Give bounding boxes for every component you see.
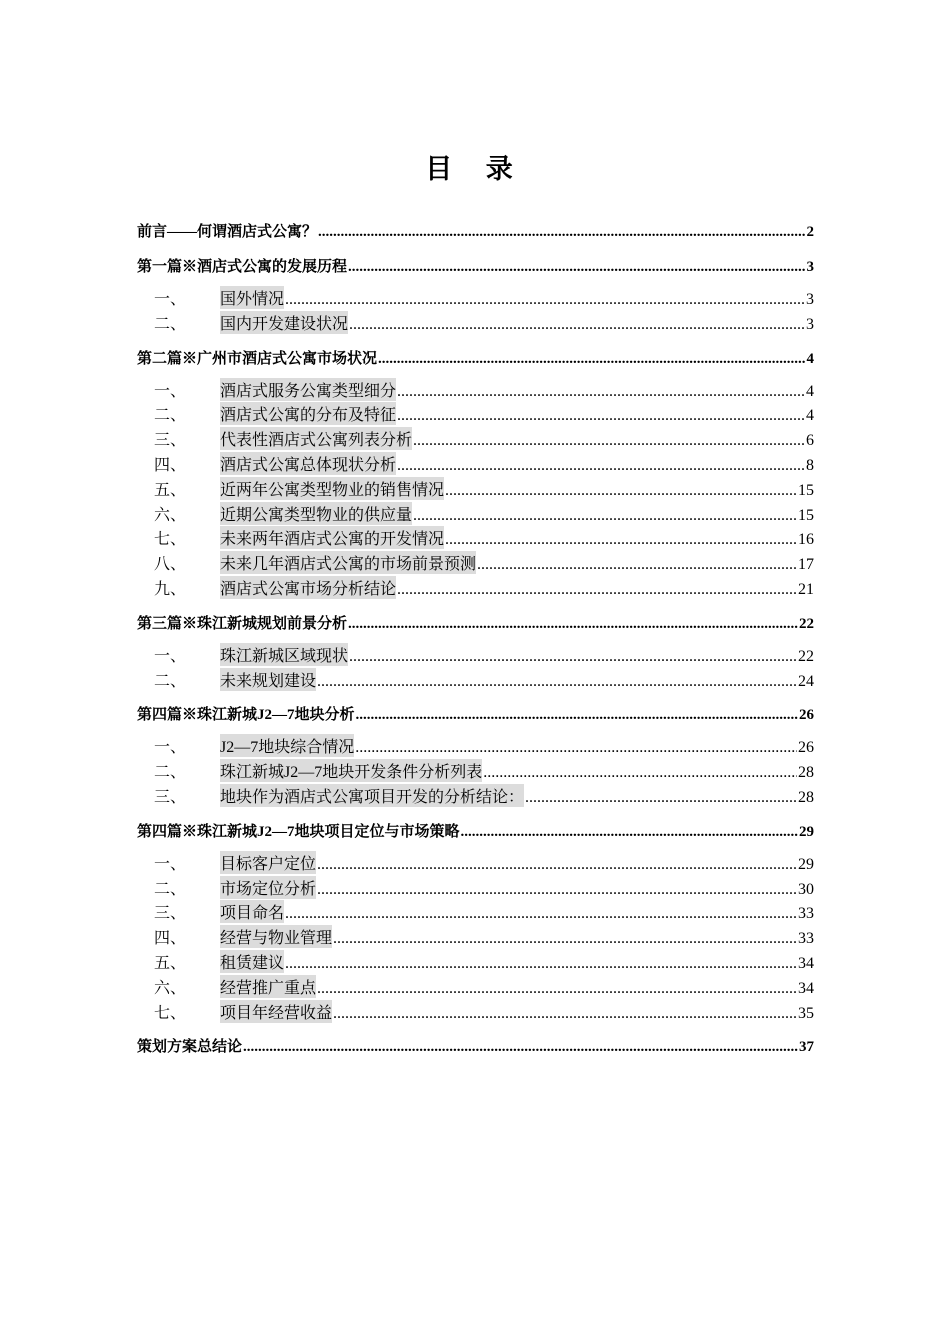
toc-chapter-entry[interactable]	[137, 612, 814, 636]
toc-section-entry[interactable]	[137, 502, 814, 527]
toc-chapter-entry[interactable]	[137, 220, 814, 244]
toc-chapter-entry[interactable]	[137, 1035, 814, 1059]
dot-leader	[285, 292, 805, 308]
toc-entry-number: 五、	[154, 954, 187, 972]
toc-page-number: 33	[798, 905, 814, 923]
toc-section-entry[interactable]	[137, 950, 814, 975]
toc-section-entry[interactable]	[137, 576, 814, 601]
toc-section-entry[interactable]	[137, 378, 814, 403]
dot-leader	[243, 1040, 798, 1055]
toc-page-number: 3	[806, 291, 814, 308]
dot-leader	[445, 483, 797, 499]
toc-section-entry[interactable]	[137, 784, 814, 809]
toc-section-entry[interactable]	[137, 759, 814, 784]
toc-entry-title: 经营与物业管理	[220, 925, 332, 948]
dot-leader	[378, 352, 805, 367]
toc-entry-number: 九、	[154, 580, 187, 598]
toc-entry-number: 一、	[154, 291, 187, 308]
dot-leader	[317, 857, 797, 873]
dot-leader	[355, 740, 797, 756]
dot-leader	[333, 1006, 797, 1022]
toc-entry-title: 国外情况	[220, 286, 284, 309]
toc-section-entry[interactable]	[137, 1000, 814, 1025]
toc-page-number: 35	[798, 1004, 814, 1022]
toc-entry-title: 第四篇※珠江新城J2—7地块项目定位与市场策略	[137, 823, 460, 840]
toc-page-number: 15	[798, 506, 814, 524]
toc-page-number: 4	[806, 407, 814, 425]
toc-section-entry[interactable]	[137, 643, 814, 668]
toc-entry-title: 珠江新城J2—7地块开发条件分析列表	[220, 759, 482, 782]
toc-entry-title: 酒店式公寓的分布及特征	[220, 402, 396, 425]
toc-section-entry[interactable]	[137, 311, 814, 336]
dot-leader	[477, 557, 797, 573]
toc-entry-title: 未来两年酒店式公寓的开发情况	[220, 526, 444, 549]
toc-section-entry[interactable]	[137, 477, 814, 502]
toc-section-entry[interactable]	[137, 925, 814, 950]
toc-entry-number: 三、	[154, 788, 187, 806]
toc-page-number: 2	[806, 224, 814, 240]
toc-entry-title: 策划方案总结论	[137, 1039, 243, 1056]
toc-entry-title: 项目命名	[220, 900, 284, 923]
toc-entry-title: 第三篇※珠江新城规划前景分析	[137, 615, 348, 632]
toc-page-number: 34	[798, 979, 814, 997]
toc-section-entry[interactable]	[137, 286, 814, 311]
toc-page-number: 6	[806, 432, 814, 450]
toc-entry-number: 四、	[154, 456, 187, 474]
dot-leader	[397, 408, 805, 424]
toc-entry-number: 二、	[154, 672, 187, 690]
toc-page-number: 3	[806, 315, 814, 333]
toc-entry-number: 七、	[154, 531, 187, 549]
toc-chapter-entry[interactable]	[137, 703, 814, 727]
dot-leader	[317, 981, 797, 997]
toc-entry-title: 国内开发建设状况	[220, 311, 348, 334]
dot-leader	[348, 260, 805, 275]
dot-leader	[483, 765, 797, 781]
toc-section-entry[interactable]	[137, 734, 814, 759]
toc-section-entry[interactable]	[137, 876, 814, 901]
dot-leader	[397, 458, 805, 474]
dot-leader	[397, 384, 805, 400]
toc-page-number: 28	[798, 764, 814, 782]
toc-entry-number: 一、	[154, 739, 187, 757]
toc-entry-title: 市场定位分析	[220, 876, 316, 899]
toc-entry-title: 酒店式服务公寓类型细分	[220, 378, 396, 401]
dot-leader	[525, 790, 797, 806]
toc-entry-title: J2—7地块综合情况	[220, 734, 354, 757]
toc-entry-title: 代表性酒店式公寓列表分析	[220, 427, 412, 450]
dot-leader	[285, 906, 797, 922]
toc-entry-title: 项目年经营收益	[220, 1000, 332, 1023]
toc-entry-number: 二、	[154, 880, 187, 898]
toc-entry-number: 三、	[154, 905, 187, 923]
toc-section-entry[interactable]	[137, 452, 814, 477]
toc-entry-number: 一、	[154, 647, 187, 665]
toc-section-entry[interactable]	[137, 402, 814, 427]
toc-entry-title: 第一篇※酒店式公寓的发展历程	[137, 259, 348, 275]
toc-page-number: 3	[806, 259, 814, 275]
toc-entry-title: 珠江新城区域现状	[220, 643, 348, 666]
toc-entry-title: 第二篇※广州市酒店式公寓市场状况	[137, 350, 378, 367]
toc-entry-number: 一、	[154, 855, 187, 873]
toc-section-entry[interactable]	[137, 900, 814, 925]
toc-page-number: 34	[798, 954, 814, 972]
toc-entry-number: 五、	[154, 481, 187, 499]
toc-page-number: 21	[798, 580, 814, 598]
table-of-contents	[137, 220, 814, 1059]
toc-entry-title: 未来几年酒店式公寓的市场前景预测	[220, 551, 476, 574]
toc-section-entry[interactable]	[137, 427, 814, 452]
toc-entry-title: 租赁建议	[220, 950, 284, 973]
toc-page-number: 4	[806, 382, 814, 400]
toc-entry-number: 二、	[154, 407, 187, 425]
dot-leader	[413, 508, 797, 524]
toc-page-number: 29	[799, 823, 814, 840]
toc-entry-title: 近两年公寓类型物业的销售情况	[220, 477, 444, 500]
toc-entry-number: 六、	[154, 506, 187, 524]
toc-entry-number: 八、	[154, 556, 187, 574]
toc-entry-title: 第四篇※珠江新城J2—7地块分析	[137, 707, 355, 724]
toc-page-number: 22	[798, 647, 814, 665]
toc-entry-title: 未来规划建设	[220, 668, 316, 691]
toc-page-number: 24	[798, 672, 814, 690]
toc-chapter-entry[interactable]	[137, 347, 814, 371]
dot-leader	[356, 708, 798, 723]
toc-page-number: 30	[798, 880, 814, 898]
toc-entry-number: 一、	[154, 382, 187, 400]
dot-leader	[333, 931, 797, 947]
dot-leader	[445, 532, 797, 548]
toc-entry-number: 二、	[154, 764, 187, 782]
toc-section-entry[interactable]	[137, 551, 814, 576]
toc-page-number: 16	[798, 531, 814, 549]
toc-page-number: 29	[798, 855, 814, 873]
toc-entry-title: 近期公寓类型物业的供应量	[220, 502, 412, 525]
toc-page-number: 37	[799, 1039, 814, 1056]
toc-page-number: 17	[798, 556, 814, 574]
dot-leader	[348, 617, 798, 632]
toc-page-number: 26	[798, 739, 814, 757]
dot-leader	[317, 882, 797, 898]
toc-page-number: 22	[799, 615, 814, 632]
dot-leader	[285, 956, 797, 972]
toc-entry-title: 地块作为酒店式公寓项目开发的分析结论：	[220, 784, 524, 807]
toc-page-number: 28	[798, 788, 814, 806]
toc-entry-number: 六、	[154, 979, 187, 997]
toc-section-entry[interactable]	[137, 975, 814, 1000]
dot-leader	[461, 825, 798, 840]
toc-entry-number: 三、	[154, 432, 187, 450]
toc-page-number: 8	[806, 456, 814, 474]
toc-entry-title: 酒店式公寓总体现状分析	[220, 452, 396, 475]
dot-leader	[317, 674, 797, 690]
dot-leader	[397, 582, 797, 598]
toc-entry-title: 酒店式公寓市场分析结论	[220, 576, 396, 599]
toc-chapter-entry[interactable]	[137, 255, 814, 279]
dot-leader	[413, 433, 805, 449]
toc-section-entry[interactable]	[137, 526, 814, 551]
dot-leader	[318, 225, 805, 240]
toc-entry-title: 目标客户定位	[220, 851, 316, 874]
toc-page-number: 15	[798, 481, 814, 499]
toc-entry-number: 四、	[154, 930, 187, 948]
toc-entry-title: 前言——何谓酒店式公寓？	[137, 224, 318, 240]
toc-page-number: 4	[806, 350, 814, 367]
toc-section-entry[interactable]	[137, 668, 814, 693]
toc-entry-title: 经营推广重点	[220, 975, 316, 998]
page-title: 目 录	[425, 154, 525, 185]
toc-section-entry[interactable]	[137, 851, 814, 876]
dot-leader	[349, 317, 805, 333]
toc-chapter-entry[interactable]	[137, 820, 814, 844]
dot-leader	[349, 649, 797, 665]
toc-page-number: 26	[799, 707, 814, 724]
toc-entry-number: 七、	[154, 1004, 187, 1022]
toc-entry-number: 二、	[154, 315, 187, 333]
toc-page-number: 33	[798, 930, 814, 948]
